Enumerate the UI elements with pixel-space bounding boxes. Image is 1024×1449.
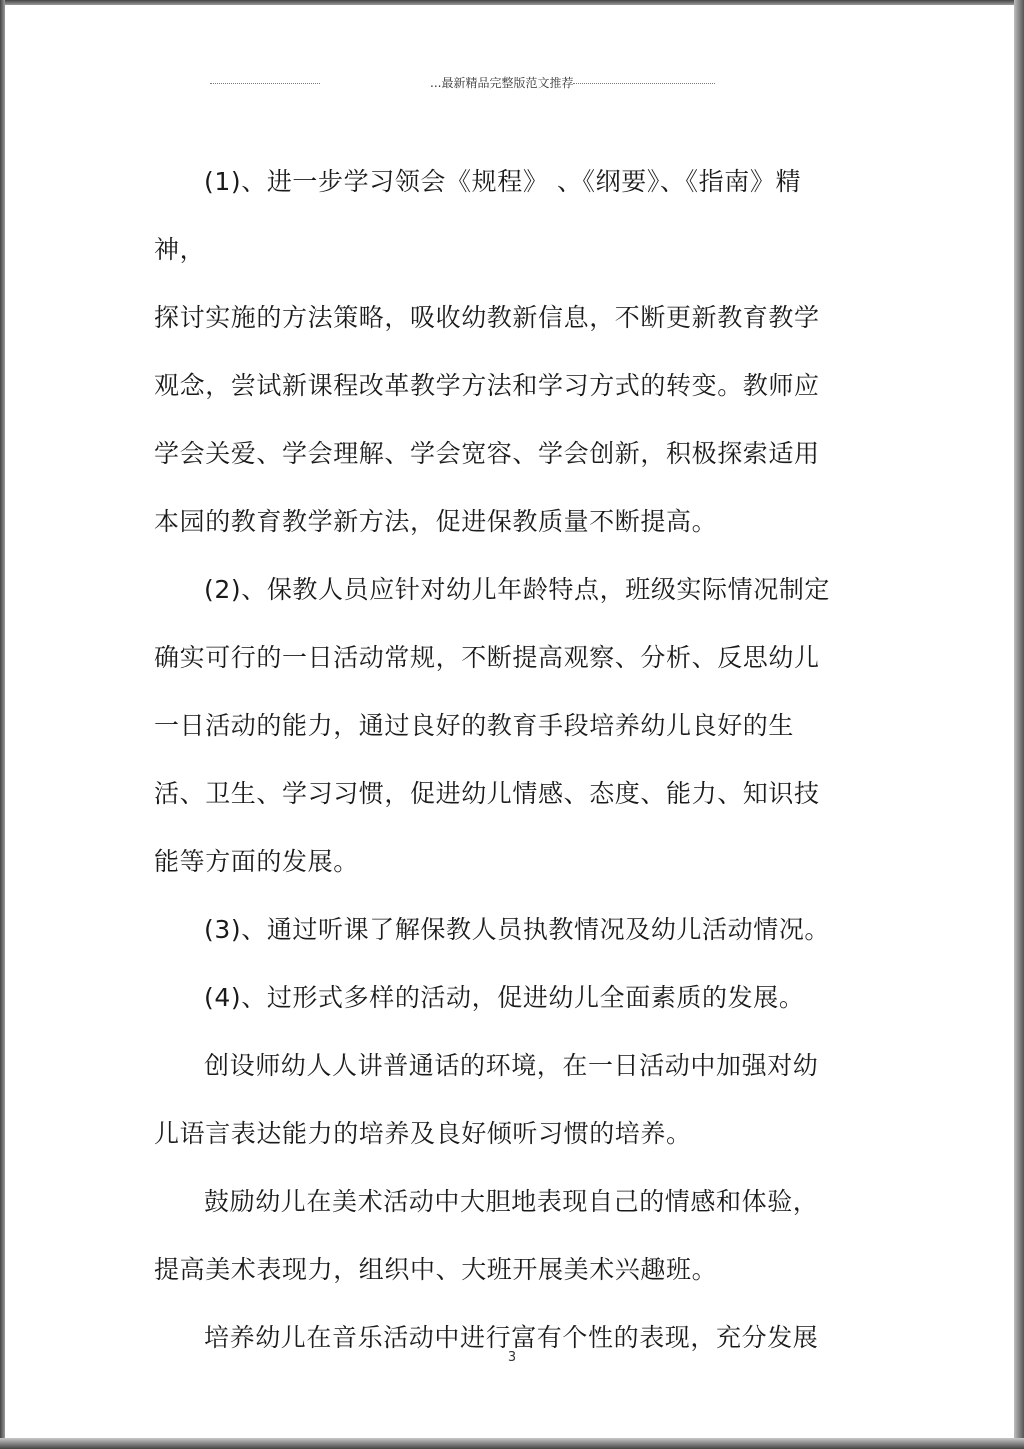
paragraph-p1-line-2: 探讨实施的方法策略，吸收幼教新信息，不断更新教育教学	[154, 303, 820, 332]
page-number: 3	[507, 1350, 517, 1365]
paragraph-p7-line-1: 培养幼儿在音乐活动中进行富有个性的表现，充分发展	[204, 1323, 819, 1352]
page-border-left	[0, 0, 5, 1449]
paragraph-p1-line-5: 本园的教育教学新方法，促进保教质量不断提高。	[154, 507, 718, 536]
paragraph-p3-line-1: (3)、通过听课了解保教人员执教情况及幼儿活动情况。	[204, 915, 831, 944]
paragraph-p2-line-3: 一日活动的能力，通过良好的教育手段培养幼儿良好的生	[154, 711, 795, 740]
paragraph-p1-line-4: 学会关爱、学会理解、学会宽容、学会创新，积极探索适用	[154, 439, 820, 468]
header-dotted-rule-left	[210, 83, 320, 84]
paragraph-p6-line-2: 提高美术表现力，组织中、大班开展美术兴趣班。	[154, 1255, 718, 1284]
paragraph-p6-line-1: 鼓励幼儿在美术活动中大胆地表现自己的情感和体验，	[204, 1187, 819, 1216]
header-dotted-rule-right	[573, 83, 715, 84]
paragraph-p1-line-1: (1)、进一步学习领会《规程》 、《纲要》、《指南》精神，	[154, 167, 802, 264]
paragraph-p4-line-1: (4)、过形式多样的活动，促进幼儿全面素质的发展。	[204, 983, 805, 1012]
paragraph-p5-line-2: 儿语言表达能力的培养及良好倾听习惯的培养。	[154, 1119, 692, 1148]
paragraph-p5-line-1: 创设师幼人人讲普通话的环境，在一日活动中加强对幼	[204, 1051, 819, 1080]
paragraph-p1-line-3: 观念，尝试新课程改革教学方法和学习方式的转变。教师应	[154, 371, 820, 400]
paragraph-p2-line-5: 能等方面的发展。	[154, 847, 359, 876]
page-header	[210, 74, 715, 90]
page-border-top	[0, 0, 1024, 5]
document-body	[154, 148, 834, 1372]
paragraph-p2-line-2: 确实可行的一日活动常规，不断提高观察、分析、反思幼儿	[154, 643, 820, 672]
paragraph-p2-line-1: (2)、保教人员应针对幼儿年龄特点，班级实际情况制定	[204, 575, 831, 604]
page-border-bottom	[0, 1438, 1024, 1449]
header-title: ...最新精品完整版范文推荐	[430, 75, 574, 90]
page-border-right	[1014, 0, 1024, 1449]
paragraph-p2-line-4: 活、卫生、学习习惯，促进幼儿情感、态度、能力、知识技	[154, 779, 820, 808]
